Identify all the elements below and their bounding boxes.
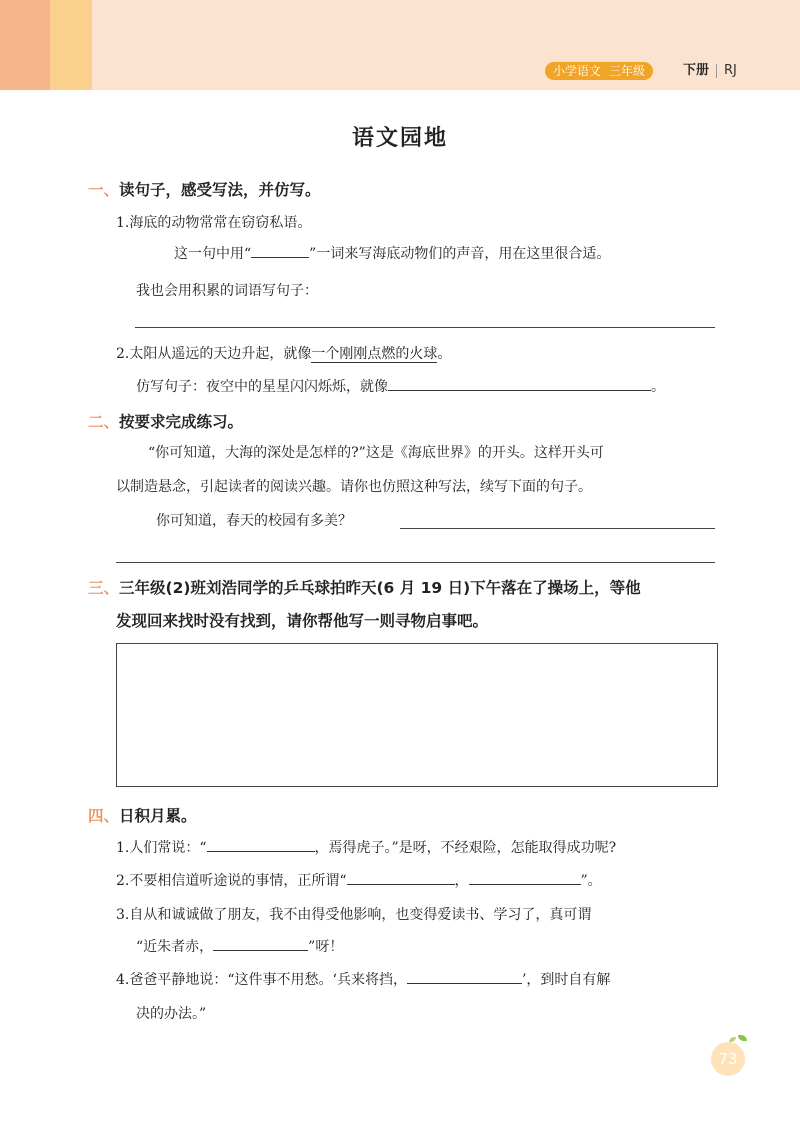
s1-item1-sentence: 1.海底的动物常常在窃窃私语。 — [116, 215, 312, 231]
s4-item1-blank[interactable] — [207, 837, 315, 852]
s1-item1-answer-line[interactable] — [135, 327, 715, 328]
header-divider — [716, 64, 717, 78]
s2-paragraph-line1: “你可知道，大海的深处是怎样的?”这是《海底世界》的开头。这样开头可 — [148, 445, 604, 461]
s2-answer-line2[interactable] — [116, 562, 715, 563]
s4-item2-after: ”。 — [580, 873, 602, 889]
s4-item4-line2: 决的办法。” — [136, 1006, 207, 1022]
s4-item1-before: 1.人们常说：“ — [116, 840, 207, 856]
section2-heading — [88, 410, 243, 432]
s1-item2-before: 2.太阳从遥远的天边升起，就像 — [116, 346, 312, 362]
section3-text-line1: 三年级(2)班刘浩同学的乒乓球拍昨天(6 月 19 日)下午落在了操场上，等他 — [119, 579, 641, 597]
s4-item4-after: ’，到时自有解 — [521, 972, 611, 988]
s2-paragraph-line2: 以制造悬念，引起读者的阅读兴趣。请你也仿照这种写法，续写下面的句子。 — [116, 479, 592, 495]
header-stripe-orange — [0, 0, 50, 90]
s4-item1-after: ，焉得虎子。”是呀，不经艰险，怎能取得成功呢? — [314, 840, 617, 856]
header-stripe-yellow — [50, 0, 92, 90]
page-header — [0, 0, 800, 90]
section2-title: 按要求完成练习。 — [119, 413, 244, 431]
s1-item2-imitate-before: 仿写句子：夜空中的星星闪闪烁烁，就像 — [136, 379, 388, 395]
s2-prompt: 你可知道，春天的校园有多美？ — [156, 513, 352, 529]
subject-label: 小学语文 — [553, 64, 602, 78]
subject-grade-badge — [545, 62, 653, 80]
s4-item3-before: “近朱者赤， — [136, 939, 214, 955]
s4-item4-line1 — [116, 969, 610, 989]
s1-item2-underlined: 一个刚刚点燃的火球 — [311, 346, 438, 362]
s4-item2-before: 2.不要相信道听途说的事情，正所谓“ — [116, 873, 347, 889]
section4-heading — [88, 804, 197, 826]
s4-item2-blank2[interactable] — [469, 870, 581, 885]
section3-number: 三、 — [88, 579, 120, 597]
edition-label: RJ — [724, 63, 737, 78]
s1-item2-after: 。 — [437, 346, 452, 362]
leaf-icon-right — [738, 1035, 747, 1041]
s1-item2-imitate-after: 。 — [651, 379, 665, 395]
s4-item2-mid: ， — [454, 873, 469, 889]
s4-item3-line1: 3.自从和诚诚做了朋友，我不由得受他影响，也变得爱读书、学习了，真可谓 — [116, 907, 592, 923]
volume-label: 下册 — [683, 63, 710, 78]
s4-item3-line2 — [136, 936, 343, 956]
s4-item2 — [116, 870, 602, 890]
grade-label: 三年级 — [609, 64, 646, 78]
s1-item2-sentence — [116, 343, 451, 363]
s2-answer-line1[interactable] — [400, 528, 715, 529]
section1-heading — [88, 178, 321, 200]
s1-item2-imitate-blank[interactable] — [388, 376, 651, 391]
s4-item2-blank1[interactable] — [347, 870, 455, 885]
s1-item1-prompt — [174, 243, 610, 263]
s4-item3-after: ”呀！ — [308, 939, 344, 955]
s1-item1-prompt-before: 这一句中用“ — [174, 246, 252, 262]
page-number: 73 — [711, 1042, 745, 1076]
lost-item-notice-box[interactable] — [116, 643, 718, 787]
page-title: 语文园地 — [351, 126, 448, 151]
section1-title: 读句子，感受写法，并仿写。 — [119, 181, 321, 199]
s4-item3-blank[interactable] — [213, 936, 308, 951]
s1-item1-prompt-after: ”一词来写海底动物们的声音，用在这里很合适。 — [309, 246, 611, 262]
s4-item4-blank[interactable] — [407, 969, 522, 984]
section3-text-line2: 发现回来找时没有找到，请你帮他写一则寻物启事吧。 — [116, 612, 489, 630]
s1-item1-word-blank[interactable] — [251, 243, 309, 258]
s4-item4-before: 4.爸爸平静地说：“这件事不用愁。‘兵来将挡， — [116, 972, 407, 988]
s1-item2-imitate — [136, 376, 665, 396]
section3-line1 — [88, 576, 641, 598]
section2-number: 二、 — [88, 413, 120, 431]
section4-title: 日积月累。 — [119, 807, 197, 825]
s1-item1-instruction: 我也会用积累的词语写句子： — [136, 283, 318, 299]
section1-number: 一、 — [88, 181, 120, 199]
section4-number: 四、 — [88, 807, 120, 825]
s4-item1 — [116, 837, 616, 857]
